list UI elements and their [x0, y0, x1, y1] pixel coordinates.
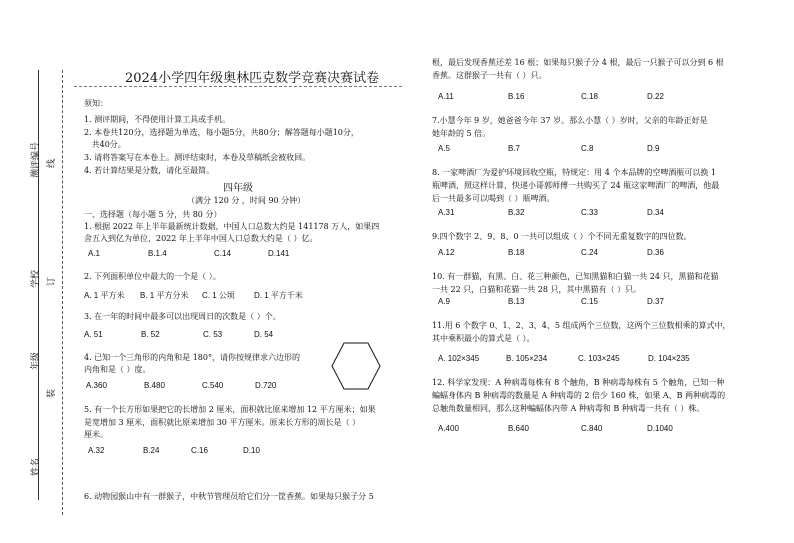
notice-item: 3. 请将答案写在本卷上。测评结束时，本卷及草稿纸会被收回。	[84, 153, 311, 162]
question-4-text: 内角和是（ ）度。	[84, 365, 151, 374]
question-11-text: 其中乘积最小的算式是（ ）。	[432, 334, 535, 343]
option[interactable]: D.34	[647, 208, 664, 217]
question-7-options	[438, 144, 659, 153]
question-8-text: 瓶啤酒，照这样计算，快递小哥郭师傅一共购买了 24 瓶这家啤酒厂的啤酒，他最	[432, 181, 720, 190]
option[interactable]: B.32	[508, 208, 525, 217]
option[interactable]: C.33	[581, 208, 598, 217]
question-5-options	[88, 446, 260, 455]
hexagon-figure	[330, 340, 382, 392]
option[interactable]: C. 1 公顷	[202, 291, 235, 300]
question-12-text: 12. 科学家发现：A 种病毒每株有 8 个触角，B 种病毒每株有 5 个触角，已知一种	[432, 378, 725, 387]
option[interactable]: D.10	[243, 446, 260, 455]
title-underline	[74, 86, 402, 87]
question-2-text: 2. 下列面积单位中最大的一个是（ ）。	[84, 272, 221, 281]
question-7-text: 她年龄的 5 倍。	[432, 129, 491, 138]
question-12-options	[438, 424, 673, 433]
option[interactable]: C. 53	[203, 330, 223, 339]
option[interactable]: B. 105×234	[506, 354, 548, 363]
question-7-text: 7.小慧今年 9 岁，她爸爸今年 37 岁。那么小慧（ ）岁时，父亲的年龄正好是	[432, 116, 708, 125]
side-ding-label: 订	[47, 276, 57, 286]
option[interactable]: B.16	[508, 92, 525, 101]
question-4-options	[86, 381, 276, 390]
question-1-text: 1. 根据 2022 年上半年最新统计数据，中国人口总数大约是 141178 万人，如果四	[84, 222, 380, 231]
side-grade-label: 年级	[31, 351, 41, 370]
option[interactable]: A.11	[438, 92, 454, 101]
side-name-label: 姓名	[31, 457, 41, 476]
grade-title: 四年级	[223, 183, 253, 194]
option[interactable]: B.13	[508, 297, 525, 306]
option[interactable]: C.8	[581, 144, 594, 153]
option[interactable]: A.32	[88, 446, 105, 455]
option[interactable]: C.24	[581, 248, 598, 257]
binding-dashed-line	[62, 70, 63, 515]
option[interactable]: D. 1 平方千米	[254, 291, 303, 300]
option[interactable]: A.31	[438, 208, 455, 217]
option[interactable]: A.1	[88, 249, 101, 258]
notice-item: 2. 本卷共120分，选择题为单选，每小题5分，共80分；解答题每小题10分，	[84, 128, 359, 137]
question-11-options	[438, 354, 690, 363]
option[interactable]: B. 1 平方分米	[140, 291, 189, 300]
option[interactable]: A.400	[438, 424, 459, 433]
question-8-text: 8. 一家啤酒厂为爱护环境回收空瓶，特规定：用 4 个本品牌的空啤酒瓶可以换 1	[432, 168, 716, 177]
question-9-text: 9.四个数字 2、9、8、0 一共可以组成（ ）个不同无重复数字的四位数。	[432, 232, 692, 241]
option[interactable]: A. 1 平方米	[84, 291, 125, 300]
option[interactable]: D. 104×235	[648, 354, 690, 363]
question-8-text: 后一共最多可以喝到（ ）瓶啤酒。	[432, 194, 555, 203]
question-6-text: 6. 动物园猴山中有一群猴子，中秋节管理员给它们分一筐香蕉。如果每只猴子分 5	[84, 492, 374, 501]
option[interactable]: A.5	[438, 144, 451, 153]
option[interactable]: D.1040	[647, 424, 673, 433]
question-5-text: 是宽增加 3 厘米，面积就比原来增加 30 平方厘米。原来长方形的周长是（ ）	[84, 418, 360, 427]
option[interactable]: C.18	[581, 92, 598, 101]
option[interactable]: B.480	[144, 381, 165, 390]
question-4-text: 4. 已知一个三角形的内角和是 180°，请你按规律求六边形的	[84, 353, 300, 362]
side-zhuang-label: 装	[47, 388, 57, 398]
question-6-options	[438, 92, 664, 101]
option[interactable]: B.7	[508, 144, 521, 153]
option[interactable]: B.1.4	[148, 249, 167, 258]
side-school-label: 学校	[31, 269, 41, 288]
option[interactable]: A.12	[438, 248, 455, 257]
option[interactable]: B. 52	[141, 330, 160, 339]
option[interactable]: A. 51	[84, 330, 103, 339]
option[interactable]: C.15	[581, 297, 598, 306]
question-9-options	[438, 248, 664, 257]
question-12-text: 总触角数量相同，那么这种蝙蝠体内带 A 种病毒和 B 种病毒一共有（ ）株。	[432, 404, 705, 413]
question-10-text: 10. 有一群猫，有黑、白、花三种颜色，已知黑猫和白猫一共 24 只，黑猫和花猫	[432, 272, 719, 281]
notice-item: 1. 测评期间，不得使用计算工具或手机。	[84, 115, 231, 124]
option[interactable]: B.24	[143, 446, 160, 455]
option[interactable]: A.9	[438, 297, 451, 306]
question-3-text: 3. 在一年的时间中最多可以出现周日的次数是（ ）个。	[84, 312, 281, 321]
option[interactable]: A. 102×345	[438, 354, 480, 363]
option[interactable]: D.36	[647, 248, 664, 257]
option[interactable]: A.360	[86, 381, 107, 390]
question-6-text: 根，最后发现香蕉还差 16 根；如果每只猴子分 4 根，最后一只猴子可以分到 6 根	[432, 58, 724, 67]
option[interactable]: C.840	[581, 424, 603, 433]
side-exam-id-label: 测评编号	[31, 141, 41, 178]
question-1-text: 舍五入到亿为单位，2022 年上半年中国人口总数大约是（ ）亿。	[84, 234, 318, 243]
option[interactable]: C.16	[191, 446, 208, 455]
question-11-text: 11.用 6 个数字 0、1、2、3、4、5 组成两个三位数，这两个三位数相乘的算式中，	[432, 321, 731, 330]
option[interactable]: D.141	[268, 249, 290, 258]
option[interactable]: C. 103×245	[578, 354, 620, 363]
option[interactable]: D.37	[647, 297, 664, 306]
option[interactable]: B.640	[508, 424, 529, 433]
question-3-options	[84, 330, 273, 339]
option[interactable]: D.720	[255, 381, 277, 390]
notice-item: 共40分。	[84, 140, 126, 149]
question-10-options	[438, 297, 664, 306]
score-info: （满分 120 分 ，时间 90 分钟）	[187, 196, 306, 205]
option[interactable]: C.540	[202, 381, 224, 390]
side-xian-label: 线	[47, 158, 57, 168]
question-6-text: 香蕉。这群猴子一共有（ ）只。	[432, 71, 547, 80]
option[interactable]: D.9	[647, 144, 660, 153]
notice-item: 4. 若计算结果是分数，请化至最简。	[84, 166, 215, 175]
question-1-options	[88, 249, 289, 258]
exam-title: 2024小学四年级奥林匹克数学竞赛决赛试卷	[125, 71, 380, 86]
option[interactable]: C.14	[214, 249, 231, 258]
section-heading: 一、选择题（每小题 5 分，共 80 分）	[84, 210, 222, 219]
question-8-options	[438, 208, 664, 217]
notice-heading: 须知：	[84, 99, 108, 108]
option[interactable]: B.18	[508, 248, 525, 257]
option[interactable]: D. 54	[254, 330, 274, 339]
question-5-text: 5. 有一个长方形如果把它的长增加 2 厘米，面积就比原来增加 12 平方厘米；如果	[84, 405, 376, 414]
question-5-text: 厘米。	[84, 430, 108, 439]
question-12-text: 蝙蝠身体内 B 种病毒的数量是 A 种病毒的 2 倍少 160 株，如果 A、B 两种病毒的	[432, 391, 726, 400]
question-2-options	[84, 290, 303, 301]
question-10-text: 一共 22 只，白猫和花猫一共 28 只，其中黑猫有（ ）只。	[432, 285, 642, 294]
option[interactable]: D.22	[647, 92, 664, 101]
